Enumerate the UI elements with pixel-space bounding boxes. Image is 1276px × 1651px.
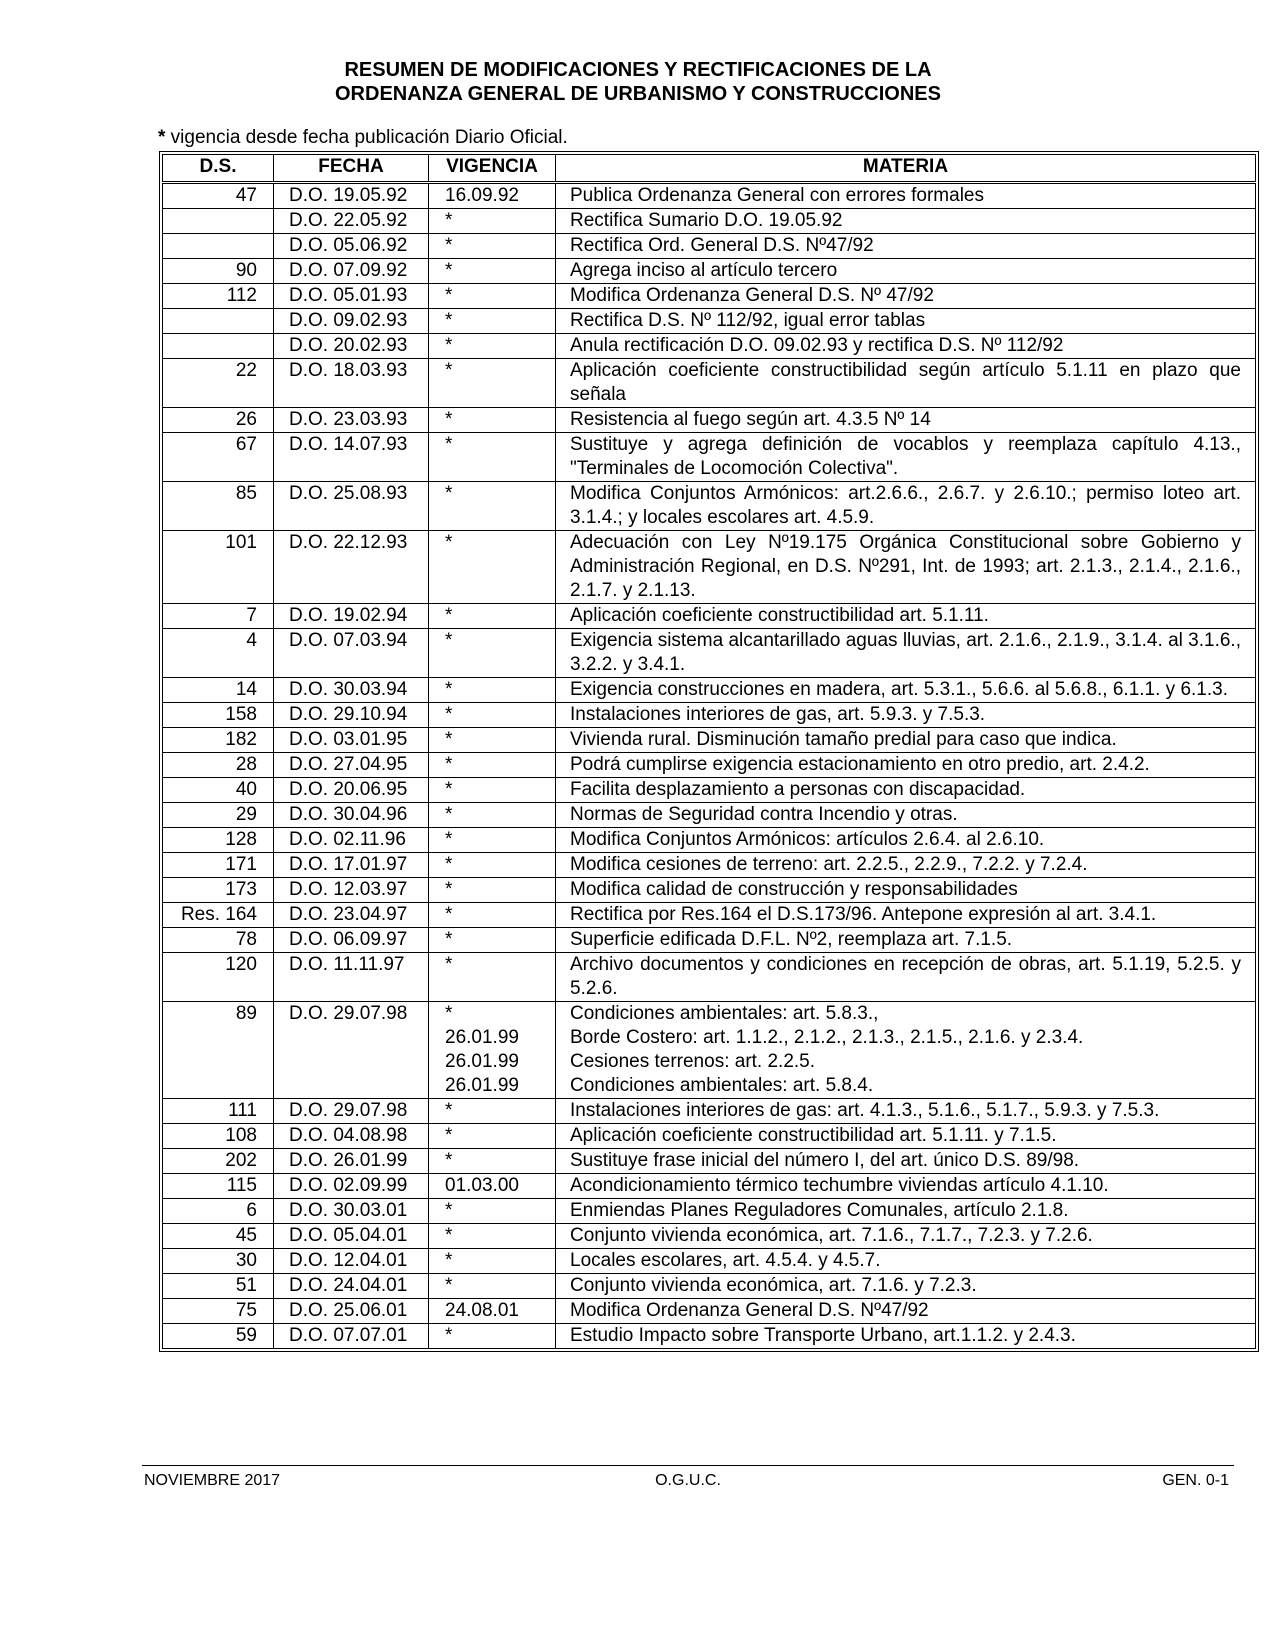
- cell-fecha: D.O. 30.04.96: [274, 803, 429, 828]
- cell-ds: 30: [163, 1249, 274, 1274]
- cell-materia: [556, 828, 1256, 853]
- vigencia-line: *: [445, 1150, 453, 1171]
- cell-ds: [163, 309, 274, 334]
- table-row: [163, 359, 1256, 408]
- materia-line: Instalaciones interiores de gas: art. 4.1.3., 5.1.6., 5.1.7., 5.9.3. y 7.5.3.: [570, 1100, 1160, 1121]
- vigencia-line: *: [445, 879, 453, 900]
- vigencia-line: *: [445, 929, 453, 950]
- table-row: [163, 953, 1256, 1002]
- table-row: [163, 1174, 1256, 1199]
- cell-fecha: D.O. 05.06.92: [274, 234, 429, 259]
- materia-line: Rectifica Ord. General D.S. Nº47/92: [570, 235, 874, 256]
- vigencia-line: *: [445, 904, 453, 925]
- cell-ds: 78: [163, 928, 274, 953]
- cell-vigencia: [429, 928, 556, 953]
- cell-fecha: D.O. 25.06.01: [274, 1299, 429, 1324]
- cell-materia: [556, 1224, 1256, 1249]
- materia-line: Sustituye frase inicial del número I, del art. único D.S. 89/98.: [570, 1150, 1080, 1171]
- table-row: [163, 678, 1256, 703]
- cell-materia: [556, 259, 1256, 284]
- cell-ds: 14: [163, 678, 274, 703]
- cell-fecha: D.O. 07.03.94: [274, 629, 429, 678]
- cell-vigencia: [429, 531, 556, 604]
- cell-ds: 108: [163, 1124, 274, 1149]
- materia-line: Aplicación coeficiente constructibilidad art. 5.1.11. y 7.1.5.: [570, 1125, 1057, 1146]
- cell-materia: [556, 183, 1256, 209]
- materia-line: Modifica Conjuntos Armónicos: art.2.6.6., 2.6.7. y 2.6.10.; permiso loteo art. 3.1.4.; y locales escolares art. 4.5.9.: [570, 483, 1241, 528]
- materia-line: Locales escolares, art. 4.5.4. y 4.5.7.: [570, 1250, 881, 1271]
- vigencia-line: *: [445, 235, 453, 256]
- vigencia-line: *: [445, 679, 453, 700]
- cell-ds: 128: [163, 828, 274, 853]
- materia-line: Rectifica Sumario D.O. 19.05.92: [570, 210, 843, 231]
- materia-line: Exigencia sistema alcantarillado aguas lluvias, art. 2.1.6., 2.1.9., 3.1.4. al 3.1.6., 3.2.2. y 3.4.1.: [570, 630, 1241, 675]
- vigencia-line: 26.01.99: [445, 1051, 519, 1072]
- modifications-table: [162, 154, 1256, 1349]
- table-row: [163, 1149, 1256, 1174]
- cell-materia: [556, 928, 1256, 953]
- cell-vigencia: [429, 334, 556, 359]
- materia-line: Instalaciones interiores de gas, art. 5.9.3. y 7.5.3.: [570, 704, 986, 725]
- cell-fecha: D.O. 19.02.94: [274, 604, 429, 629]
- table-row: [163, 604, 1256, 629]
- table-row: [163, 433, 1256, 482]
- cell-vigencia: [429, 803, 556, 828]
- cell-materia: [556, 878, 1256, 903]
- materia-line: Conjunto vivienda económica, art. 7.1.6. y 7.2.3.: [570, 1275, 977, 1296]
- vigencia-line: 16.09.92: [445, 185, 519, 206]
- cell-fecha: D.O. 23.03.93: [274, 408, 429, 433]
- header-vigencia: VIGENCIA: [429, 155, 556, 183]
- table-row: [163, 629, 1256, 678]
- cell-materia: [556, 334, 1256, 359]
- note-star: *: [158, 127, 166, 148]
- table-row: [163, 753, 1256, 778]
- cell-vigencia: [429, 878, 556, 903]
- cell-materia: [556, 1124, 1256, 1149]
- table-row: [163, 334, 1256, 359]
- cell-ds: 47: [163, 183, 274, 209]
- materia-line: Estudio Impacto sobre Transporte Urbano, art.1.1.2. y 2.4.3.: [570, 1325, 1076, 1346]
- cell-vigencia: [429, 828, 556, 853]
- vigencia-line: *: [445, 754, 453, 775]
- cell-ds: 28: [163, 753, 274, 778]
- vigencia-line: 26.01.99: [445, 1075, 519, 1096]
- cell-ds: 115: [163, 1174, 274, 1199]
- materia-line: Anula rectificación D.O. 09.02.93 y rectifica D.S. Nº 112/92: [570, 335, 1064, 356]
- vigencia-line: *: [445, 260, 453, 281]
- table-row: [163, 1099, 1256, 1124]
- materia-line: Archivo documentos y condiciones en recepción de obras, art. 5.1.19, 5.2.5. y 5.2.6.: [570, 954, 1241, 999]
- cell-vigencia: [429, 234, 556, 259]
- cell-vigencia: [429, 753, 556, 778]
- cell-vigencia: [429, 259, 556, 284]
- cell-materia: [556, 678, 1256, 703]
- cell-fecha: D.O. 12.04.01: [274, 1249, 429, 1274]
- cell-ds: 85: [163, 482, 274, 531]
- table-row: [163, 531, 1256, 604]
- vigencia-line: *: [445, 434, 453, 455]
- table-row: [163, 1299, 1256, 1324]
- table-row: [163, 828, 1256, 853]
- materia-line: Normas de Seguridad contra Incendio y otras.: [570, 804, 958, 825]
- cell-fecha: D.O. 03.01.95: [274, 728, 429, 753]
- cell-vigencia: [429, 1324, 556, 1349]
- cell-vigencia: [429, 1099, 556, 1124]
- cell-fecha: D.O. 12.03.97: [274, 878, 429, 903]
- cell-vigencia: [429, 284, 556, 309]
- cell-materia: [556, 1199, 1256, 1224]
- materia-line: Borde Costero: art. 1.1.2., 2.1.2., 2.1.3., 2.1.5., 2.1.6. y 2.3.4.: [570, 1027, 1084, 1048]
- cell-ds: 75: [163, 1299, 274, 1324]
- table-row: [163, 803, 1256, 828]
- materia-line: Condiciones ambientales: art. 5.8.3.,: [570, 1003, 879, 1024]
- cell-fecha: D.O. 05.04.01: [274, 1224, 429, 1249]
- title-line-2: ORDENANZA GENERAL DE URBANISMO Y CONSTRUCCIONES: [335, 83, 941, 105]
- cell-vigencia: [429, 1299, 556, 1324]
- vigencia-line: *: [445, 532, 453, 553]
- vigencia-line: *: [445, 483, 453, 504]
- cell-fecha: D.O. 05.01.93: [274, 284, 429, 309]
- materia-line: Condiciones ambientales: art. 5.8.4.: [570, 1075, 874, 1096]
- cell-materia: [556, 629, 1256, 678]
- materia-line: Modifica Ordenanza General D.S. Nº47/92: [570, 1300, 929, 1321]
- cell-materia: [556, 433, 1256, 482]
- cell-materia: [556, 309, 1256, 334]
- materia-line: Enmiendas Planes Reguladores Comunales, artículo 2.1.8.: [570, 1200, 1069, 1221]
- header-fecha: FECHA: [274, 155, 429, 183]
- materia-line: Modifica calidad de construcción y responsabilidades: [570, 879, 1018, 900]
- title-line-1: RESUMEN DE MODIFICACIONES Y RECTIFICACIONES DE LA: [344, 59, 932, 81]
- cell-ds: 182: [163, 728, 274, 753]
- cell-ds: 51: [163, 1274, 274, 1299]
- vigencia-line: *: [445, 630, 453, 651]
- cell-fecha: D.O. 09.02.93: [274, 309, 429, 334]
- cell-materia: [556, 778, 1256, 803]
- cell-fecha: D.O. 19.05.92: [274, 183, 429, 209]
- footer-date: NOVIEMBRE 2017: [144, 1472, 281, 1489]
- materia-line: Adecuación con Ley Nº19.175 Orgánica Constitucional sobre Gobierno y Administración Regional, en D.S. Nº291, Int. de 1993; art. 2.1.3., 2.1.4., 2.1.6., 2.1.7. y 2.1.13.: [570, 532, 1241, 601]
- table-row: [163, 1124, 1256, 1149]
- vigencia-line: *: [445, 1250, 453, 1271]
- table-row: [163, 309, 1256, 334]
- materia-line: Cesiones terrenos: art. 2.2.5.: [570, 1051, 816, 1072]
- cell-fecha: D.O. 29.07.98: [274, 1099, 429, 1124]
- vigencia-line: *: [445, 285, 453, 306]
- cell-vigencia: [429, 309, 556, 334]
- cell-fecha: D.O. 18.03.93: [274, 359, 429, 408]
- cell-vigencia: [429, 433, 556, 482]
- cell-ds: 7: [163, 604, 274, 629]
- materia-line: Rectifica por Res.164 el D.S.173/96. Antepone expresión al art. 3.4.1.: [570, 904, 1157, 925]
- table-row: [163, 1199, 1256, 1224]
- vigencia-line: *: [445, 210, 453, 231]
- cell-ds: [163, 334, 274, 359]
- vigencia-line: *: [445, 1100, 453, 1121]
- cell-materia: [556, 703, 1256, 728]
- table-row: [163, 1249, 1256, 1274]
- cell-fecha: D.O. 17.01.97: [274, 853, 429, 878]
- vigencia-note: [158, 127, 568, 149]
- cell-fecha: D.O. 22.12.93: [274, 531, 429, 604]
- cell-fecha: D.O. 20.02.93: [274, 334, 429, 359]
- cell-vigencia: [429, 703, 556, 728]
- vigencia-line: *: [445, 335, 453, 356]
- vigencia-line: *: [445, 829, 453, 850]
- cell-materia: [556, 1274, 1256, 1299]
- cell-materia: [556, 209, 1256, 234]
- cell-fecha: D.O. 02.11.96: [274, 828, 429, 853]
- cell-vigencia: [429, 678, 556, 703]
- cell-materia: [556, 1002, 1256, 1099]
- materia-line: Superficie edificada D.F.L. Nº2, reemplaza art. 7.1.5.: [570, 929, 1013, 950]
- cell-materia: [556, 284, 1256, 309]
- cell-fecha: D.O. 07.09.92: [274, 259, 429, 284]
- materia-line: Resistencia al fuego según art. 4.3.5 Nº 14: [570, 409, 931, 430]
- cell-fecha: D.O. 06.09.97: [274, 928, 429, 953]
- cell-vigencia: [429, 1002, 556, 1099]
- cell-fecha: D.O. 11.11.97: [274, 953, 429, 1002]
- cell-vigencia: [429, 1149, 556, 1174]
- header-materia: MATERIA: [556, 155, 1256, 183]
- cell-fecha: D.O. 04.08.98: [274, 1124, 429, 1149]
- cell-fecha: D.O. 20.06.95: [274, 778, 429, 803]
- materia-line: Podrá cumplirse exigencia estacionamiento en otro predio, art. 2.4.2.: [570, 754, 1150, 775]
- vigencia-line: *: [445, 1125, 453, 1146]
- cell-ds: 4: [163, 629, 274, 678]
- cell-ds: [163, 209, 274, 234]
- vigencia-line: *: [445, 854, 453, 875]
- table-row: [163, 482, 1256, 531]
- table-row: [163, 778, 1256, 803]
- table-row: [163, 1324, 1256, 1349]
- cell-ds: 67: [163, 433, 274, 482]
- table-row: [163, 183, 1256, 209]
- table-row: [163, 928, 1256, 953]
- cell-ds: 89: [163, 1002, 274, 1099]
- cell-fecha: D.O. 24.04.01: [274, 1274, 429, 1299]
- materia-line: Sustituye y agrega definición de vocablos y reemplaza capítulo 4.13., "Terminales de Locomoción Colectiva".: [570, 434, 1241, 479]
- table-row: [163, 234, 1256, 259]
- cell-fecha: D.O. 23.04.97: [274, 903, 429, 928]
- vigencia-line: *: [445, 1200, 453, 1221]
- materia-line: Aplicación coeficiente constructibilidad art. 5.1.11.: [570, 605, 989, 626]
- cell-materia: [556, 359, 1256, 408]
- cell-ds: [163, 234, 274, 259]
- cell-fecha: D.O. 29.10.94: [274, 703, 429, 728]
- table-row: [163, 878, 1256, 903]
- materia-line: Vivienda rural. Disminución tamaño predial para caso que indica.: [570, 729, 1117, 750]
- cell-ds: 101: [163, 531, 274, 604]
- table-row: [163, 408, 1256, 433]
- footer-doc-code: O.G.U.C.: [655, 1472, 721, 1489]
- cell-ds: 26: [163, 408, 274, 433]
- cell-ds: 171: [163, 853, 274, 878]
- materia-line: Agrega inciso al artículo tercero: [570, 260, 838, 281]
- cell-materia: [556, 953, 1256, 1002]
- cell-ds: 45: [163, 1224, 274, 1249]
- vigencia-line: *: [445, 954, 453, 975]
- cell-vigencia: [429, 1199, 556, 1224]
- cell-materia: [556, 728, 1256, 753]
- cell-materia: [556, 753, 1256, 778]
- materia-line: Acondicionamiento térmico techumbre viviendas artículo 4.1.10.: [570, 1175, 1109, 1196]
- cell-vigencia: [429, 1174, 556, 1199]
- vigencia-line: *: [445, 779, 453, 800]
- cell-ds: 112: [163, 284, 274, 309]
- cell-vigencia: [429, 183, 556, 209]
- cell-materia: [556, 234, 1256, 259]
- cell-fecha: D.O. 02.09.99: [274, 1174, 429, 1199]
- table-row: [163, 853, 1256, 878]
- vigencia-line: *: [445, 1225, 453, 1246]
- cell-fecha: D.O. 14.07.93: [274, 433, 429, 482]
- cell-ds: 111: [163, 1099, 274, 1124]
- cell-materia: [556, 408, 1256, 433]
- materia-line: Modifica cesiones de terreno: art. 2.2.5., 2.2.9., 7.2.2. y 7.2.4.: [570, 854, 1088, 875]
- cell-ds: 22: [163, 359, 274, 408]
- cell-materia: [556, 531, 1256, 604]
- cell-fecha: D.O. 07.07.01: [274, 1324, 429, 1349]
- table-header-row: [163, 155, 1256, 183]
- cell-materia: [556, 1299, 1256, 1324]
- cell-ds: 40: [163, 778, 274, 803]
- materia-line: Publica Ordenanza General con errores formales: [570, 185, 984, 206]
- cell-vigencia: [429, 853, 556, 878]
- vigencia-line: *: [445, 729, 453, 750]
- table-row: [163, 1224, 1256, 1249]
- header-ds: D.S.: [163, 155, 274, 183]
- vigencia-line: *: [445, 409, 453, 430]
- cell-vigencia: [429, 482, 556, 531]
- cell-materia: [556, 853, 1256, 878]
- cell-vigencia: [429, 209, 556, 234]
- table-row: [163, 703, 1256, 728]
- cell-ds: 90: [163, 259, 274, 284]
- cell-fecha: D.O. 22.05.92: [274, 209, 429, 234]
- vigencia-line: *: [445, 804, 453, 825]
- table-row: [163, 259, 1256, 284]
- cell-vigencia: [429, 1274, 556, 1299]
- table-row: [163, 1002, 1256, 1099]
- cell-vigencia: [429, 728, 556, 753]
- cell-vigencia: [429, 1249, 556, 1274]
- cell-vigencia: [429, 1124, 556, 1149]
- cell-fecha: D.O. 30.03.94: [274, 678, 429, 703]
- cell-ds: 120: [163, 953, 274, 1002]
- cell-ds: 29: [163, 803, 274, 828]
- cell-fecha: D.O. 25.08.93: [274, 482, 429, 531]
- materia-line: Conjunto vivienda económica, art. 7.1.6., 7.1.7., 7.2.3. y 7.2.6.: [570, 1225, 1093, 1246]
- materia-line: Rectifica D.S. Nº 112/92, igual error tablas: [570, 310, 926, 331]
- cell-materia: [556, 803, 1256, 828]
- table-row: [163, 903, 1256, 928]
- cell-fecha: D.O. 29.07.98: [274, 1002, 429, 1099]
- materia-line: Facilita desplazamiento a personas con discapacidad.: [570, 779, 1026, 800]
- cell-fecha: D.O. 26.01.99: [274, 1149, 429, 1174]
- cell-vigencia: [429, 359, 556, 408]
- vigencia-line: *: [445, 605, 453, 626]
- cell-vigencia: [429, 1224, 556, 1249]
- footer-page-number: GEN. 0-1: [1162, 1472, 1229, 1489]
- cell-vigencia: [429, 903, 556, 928]
- modifications-table-frame: [159, 151, 1259, 1352]
- cell-fecha: D.O. 30.03.01: [274, 1199, 429, 1224]
- vigencia-line: *: [445, 1003, 453, 1024]
- table-row: [163, 728, 1256, 753]
- materia-line: Modifica Ordenanza General D.S. Nº 47/92: [570, 285, 934, 306]
- document-title: [0, 58, 1276, 106]
- cell-materia: [556, 1174, 1256, 1199]
- cell-materia: [556, 1249, 1256, 1274]
- footer-rule: [142, 1465, 1234, 1466]
- cell-fecha: D.O. 27.04.95: [274, 753, 429, 778]
- vigencia-line: *: [445, 1275, 453, 1296]
- table-body: [163, 183, 1256, 1349]
- cell-materia: [556, 1324, 1256, 1349]
- vigencia-line: *: [445, 704, 453, 725]
- cell-materia: [556, 1099, 1256, 1124]
- cell-materia: [556, 1149, 1256, 1174]
- materia-line: Exigencia construcciones en madera, art. 5.3.1., 5.6.6. al 5.6.8., 6.1.1. y 6.1.3.: [570, 679, 1228, 700]
- vigencia-line: 01.03.00: [445, 1175, 519, 1196]
- vigencia-line: 26.01.99: [445, 1027, 519, 1048]
- cell-ds: 59: [163, 1324, 274, 1349]
- cell-vigencia: [429, 778, 556, 803]
- vigencia-line: *: [445, 360, 453, 381]
- vigencia-line: *: [445, 310, 453, 331]
- note-text: vigencia desde fecha publicación Diario Oficial.: [165, 127, 568, 148]
- cell-vigencia: [429, 604, 556, 629]
- vigencia-line: 24.08.01: [445, 1300, 519, 1321]
- cell-materia: [556, 482, 1256, 531]
- cell-materia: [556, 604, 1256, 629]
- cell-materia: [556, 903, 1256, 928]
- cell-vigencia: [429, 629, 556, 678]
- table-row: [163, 209, 1256, 234]
- cell-ds: 158: [163, 703, 274, 728]
- cell-ds: 202: [163, 1149, 274, 1174]
- cell-vigencia: [429, 953, 556, 1002]
- cell-vigencia: [429, 408, 556, 433]
- materia-line: Aplicación coeficiente constructibilidad según artículo 5.1.11 en plazo que señala: [570, 360, 1241, 405]
- vigencia-line: *: [445, 1325, 453, 1346]
- table-row: [163, 284, 1256, 309]
- cell-ds: 6: [163, 1199, 274, 1224]
- materia-line: Modifica Conjuntos Armónicos: artículos 2.6.4. al 2.6.10.: [570, 829, 1045, 850]
- cell-ds: Res. 164: [163, 903, 274, 928]
- cell-ds: 173: [163, 878, 274, 903]
- table-row: [163, 1274, 1256, 1299]
